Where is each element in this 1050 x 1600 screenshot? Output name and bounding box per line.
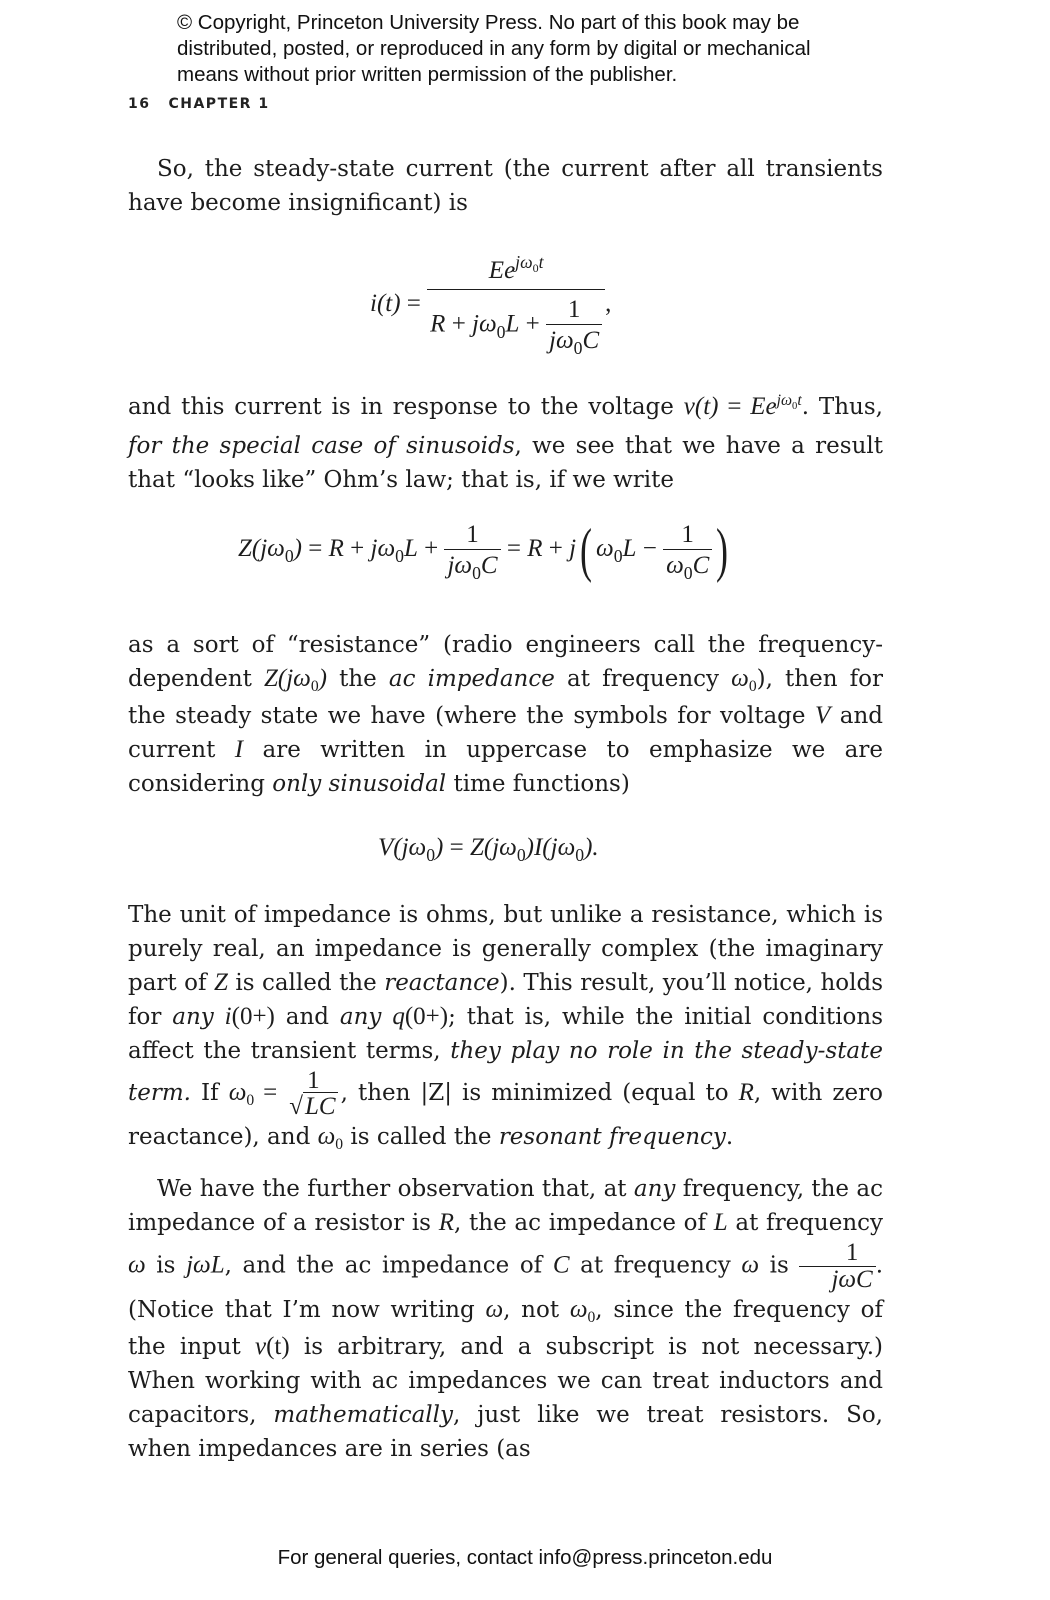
p4-reactance: reactance <box>384 970 500 996</box>
p3-w-sub: 0 <box>748 678 757 696</box>
page-number: 16 <box>128 96 151 112</box>
eq1-numerator: Ee <box>488 257 516 284</box>
eq2-r: R <box>328 534 344 562</box>
p4-i-arg: (0+) <box>231 1003 275 1030</box>
notice-line-2: distributed, posted, or reproduced in any form by digital or mechanical <box>177 37 811 60</box>
eq2-lhs-close: ) <box>293 534 302 562</box>
p3-z: Z(jω <box>264 665 311 692</box>
p4-i: i <box>224 1003 232 1030</box>
p3-only-sinusoidal: only sinusoidal <box>272 771 447 797</box>
p4-e: ; that is, while the initial conditions affect the transient terms, <box>128 1004 883 1064</box>
p5-e-2: is <box>759 1252 800 1279</box>
p4-q: q <box>392 1003 405 1030</box>
eq1-fraction: $Ee^{j\omega_0t}$ $R + j\omega_0L$ + $\frac{1}{j\omega_0C}$ <box>427 255 605 355</box>
eq2-jw: jω <box>370 534 396 562</box>
p5-any: any <box>633 1176 676 1202</box>
p4-any-1: any <box>172 1004 214 1030</box>
eq2-frac1-num: 1 <box>466 520 479 548</box>
chapter-label: CHAPTER 1 <box>168 96 270 112</box>
p5-w-4: ω <box>569 1296 588 1323</box>
eq3-v-close: ) <box>435 834 444 861</box>
eq1-inner-den-c: C <box>582 327 600 354</box>
p3-e: and current <box>128 703 883 763</box>
p3-c: at frequency <box>554 666 732 692</box>
eq2-frac2-c: C <box>692 551 710 579</box>
copyright-notice <box>177 10 897 88</box>
notice-line-3: means without prior written permission of the publisher. <box>177 63 678 86</box>
eq1-exp-sub: 0 <box>532 261 539 276</box>
p2-exp-t: t <box>797 392 802 410</box>
eq2-lhs: Z(jω <box>238 534 285 562</box>
equation-impedance: $Z(j\omega_0) = R + j\omega_0L$ + $\frac{1}{j\omega_0C}$ = R + j( $\omega_0L$ − $\frac{1}{\omega_0C}$ ) <box>238 517 729 583</box>
p3-z-close: ) <box>318 665 327 692</box>
eq2-frac2-sub: 0 <box>683 562 693 583</box>
eq3-i: I(jω <box>533 834 576 861</box>
eq2-frac2-den-w: ω <box>666 551 684 579</box>
p3-h: time functions) <box>446 771 630 797</box>
p3-v: V <box>815 702 831 729</box>
p2-ee: Ee <box>750 393 777 420</box>
p4-a: The unit of impedance is ohms, but unlike a resistance, which is purely real, an impedance is generally complex (the imaginary part of <box>128 902 883 996</box>
notice-line-1: © Copyright, Princeton University Press. No part of this book may be <box>177 11 800 34</box>
p5-d-2: at frequency <box>569 1252 742 1279</box>
running-head <box>128 96 270 112</box>
p4-frac-den: LC <box>305 1093 336 1120</box>
p2-v: v(t) <box>683 393 719 420</box>
p5-capacitor-fraction <box>799 1240 875 1293</box>
p3-b: the <box>326 666 389 692</box>
p5-w-2: ω <box>741 1251 759 1279</box>
eq2-w-sub: 0 <box>613 546 623 567</box>
paragraph-1: So, the steady-state current (the current after all transients have become insignificant) is <box>128 156 883 216</box>
p2-b: . Thus, <box>801 394 883 420</box>
eq3-z-close: ) <box>525 834 534 861</box>
p4-w-sub: 0 <box>246 1092 255 1110</box>
eq1-inner-sub: 0 <box>573 338 583 359</box>
p5-f: , and the ac impedance of <box>224 1252 553 1279</box>
p5-e: is <box>145 1252 187 1279</box>
p5-h: , not <box>503 1297 570 1323</box>
p5-c: , the ac impedance of <box>454 1210 714 1236</box>
eq2-jw-sub: 0 <box>395 546 404 567</box>
p5-cap: C <box>552 1251 570 1279</box>
p5-w-4-sub: 0 <box>587 1309 596 1327</box>
eq1-lhs: i(t) <box>370 289 401 317</box>
equation-ohms-law: $V(j\omega_0) = Z(j\omega_0)I(j\omega_0)$. <box>378 834 599 866</box>
eq3-end: ). <box>584 834 599 861</box>
p3-f: are written in uppercase to emphasize we are considering <box>128 737 884 797</box>
p5-b: frequency, the ac impedance of a resistor is <box>128 1176 883 1236</box>
p3-w: ω <box>731 665 749 692</box>
eq1-exp-t: t <box>538 252 544 273</box>
p4-l: . <box>725 1124 734 1150</box>
p5-l: L <box>713 1209 728 1236</box>
p5-frac-den: jωC <box>799 1266 875 1293</box>
eq1-den-sub: 0 <box>496 321 506 342</box>
p4-h: , then |Z| is minimized (equal to <box>340 1080 739 1106</box>
p2-exp-sub: 0 <box>792 401 798 413</box>
p3-i: I <box>234 736 244 763</box>
p5-g: . (Notice that I’m now writing <box>128 1252 884 1323</box>
eq2-frac1-den-jw: jω <box>447 551 473 579</box>
p5-w: ω <box>128 1251 146 1279</box>
p5-mathematically: mathematically <box>273 1402 454 1428</box>
p5-r: R <box>438 1209 454 1236</box>
p5-w-3: ω <box>485 1296 504 1323</box>
p4-r: R <box>738 1079 754 1106</box>
eq2-w: ω <box>596 534 614 562</box>
p3-a: as a sort of “resistance” (radio engineers call the frequency-dependent <box>128 632 883 692</box>
eq2-fraction-1 <box>444 520 500 583</box>
eq1-inner-fraction <box>546 296 602 359</box>
p5-frac-num: 1 <box>845 1239 859 1266</box>
paragraph-5 <box>128 1172 883 1466</box>
p5-a: We have the further observation that, at <box>157 1176 634 1202</box>
eq2-lhs-sub: 0 <box>284 546 294 567</box>
eq1-inner-num: 1 <box>567 296 581 323</box>
eq3-z-sub: 0 <box>516 845 526 866</box>
eq2-l: L <box>403 534 418 562</box>
eq2-frac2-num: 1 <box>681 520 694 548</box>
eq2-j: j <box>569 534 577 562</box>
eq1-comma: , <box>605 289 612 317</box>
p2-emphasis: for the special case of sinusoids <box>128 433 515 459</box>
eq1-exp: jω <box>515 252 533 273</box>
p4-b: is called the <box>227 970 385 996</box>
p4-w-2: ω <box>317 1123 336 1150</box>
eq2-l-2: L <box>622 534 637 562</box>
p4-resonance-fraction: 1 √LC <box>286 1068 340 1120</box>
eq1-den-jw: jω <box>472 310 497 338</box>
p4-z: Z <box>213 969 228 996</box>
eq2-paren-close: ) <box>716 517 729 583</box>
p4-j: is called the <box>343 1124 499 1150</box>
p4-g: If <box>190 1080 229 1106</box>
eq1-den-l: L <box>505 310 520 338</box>
eq2-fraction-2 <box>663 520 712 583</box>
eq2-frac1-c: C <box>480 551 498 579</box>
p4-c: ). This result, you’ll notice, holds for <box>128 970 883 1030</box>
p5-jwl: jωL <box>186 1251 225 1279</box>
p4-w: ω <box>228 1079 247 1106</box>
paragraph-2: and this current is in response to the voltage $v(t) = Ee^{j\omega_0t}$. Thus, for the special case of sinusoids, we see that we have a result that “looks like” Ohm’s law; that is, if we write <box>128 392 883 493</box>
eq3-z: Z(jω <box>469 834 517 861</box>
p5-t: (t) <box>266 1333 290 1360</box>
p4-q-arg: (0+) <box>404 1003 449 1030</box>
eq1-inner-den-jw: jω <box>549 327 574 354</box>
eq2-paren-open: ( <box>580 517 593 583</box>
p4-no-role: they play no role in the steady-state term. <box>128 1038 883 1106</box>
eq2-r-2: R <box>527 534 543 562</box>
p2-exp: jω <box>776 392 793 410</box>
p4-i-text: , with zero reactance), and <box>128 1080 883 1150</box>
paragraph-4: The unit of impedance is ohms, but unlike a resistance, which is purely real, an impedance is generally complex (the imaginary part of Z is called the reactance). This result, you’ll notice, holds for any i(0+) and any q(0+); that is, while the initial conditions affect the transient terms, they play no role in the steady-state term. If $\omega_0$ = 1 √LC , then |Z| is minimized (equal to R, with zero reactance), and $\omega_0$ is called the resonant frequency. <box>128 902 883 1154</box>
p3-z-sub: 0 <box>310 678 319 696</box>
p3-ac-impedance: ac impedance <box>388 666 555 692</box>
eq3-v-sub: 0 <box>426 845 436 866</box>
p5-i: , since the frequency of the input <box>128 1297 884 1360</box>
p5-d: at frequency <box>727 1210 884 1236</box>
p2-d: , we see that we have a result that “looks like” Ohm’s law; that is, if we write <box>128 433 883 493</box>
p4-resonant-frequency: resonant frequency <box>498 1124 726 1150</box>
equation-current: i(t) = $Ee^{j\omega_0t}$ $R + j\omega_0L$ + $\frac{1}{j\omega_0C}$ , <box>370 252 612 359</box>
eq2-frac1-sub: 0 <box>472 562 481 583</box>
eq1-den-r: R <box>430 310 446 338</box>
p3-d: ), then for the steady state we have (where the symbols for voltage <box>128 666 883 729</box>
p4-d: and <box>274 1004 340 1030</box>
p4-frac-num: 1 <box>307 1067 320 1094</box>
footer-contact: For general queries, contact info@press.princeton.edu <box>277 1546 773 1569</box>
p2-a: and this current is in response to the voltage <box>128 394 684 420</box>
p4-any-2: any <box>339 1004 382 1030</box>
p5-j: is arbitrary, and a subscript is not necessary.) When working with ac impedances we can treat inductors and capacitors, <box>128 1334 883 1428</box>
p5-l-text: , just like we treat resistors. So, when impedances are in series (as <box>128 1402 883 1462</box>
paragraph-3 <box>128 628 883 801</box>
p5-v: v <box>254 1333 267 1360</box>
eq3-v: V(jω <box>378 834 427 861</box>
p4-w-2-sub: 0 <box>335 1136 344 1154</box>
eq3-i-sub: 0 <box>575 845 585 866</box>
